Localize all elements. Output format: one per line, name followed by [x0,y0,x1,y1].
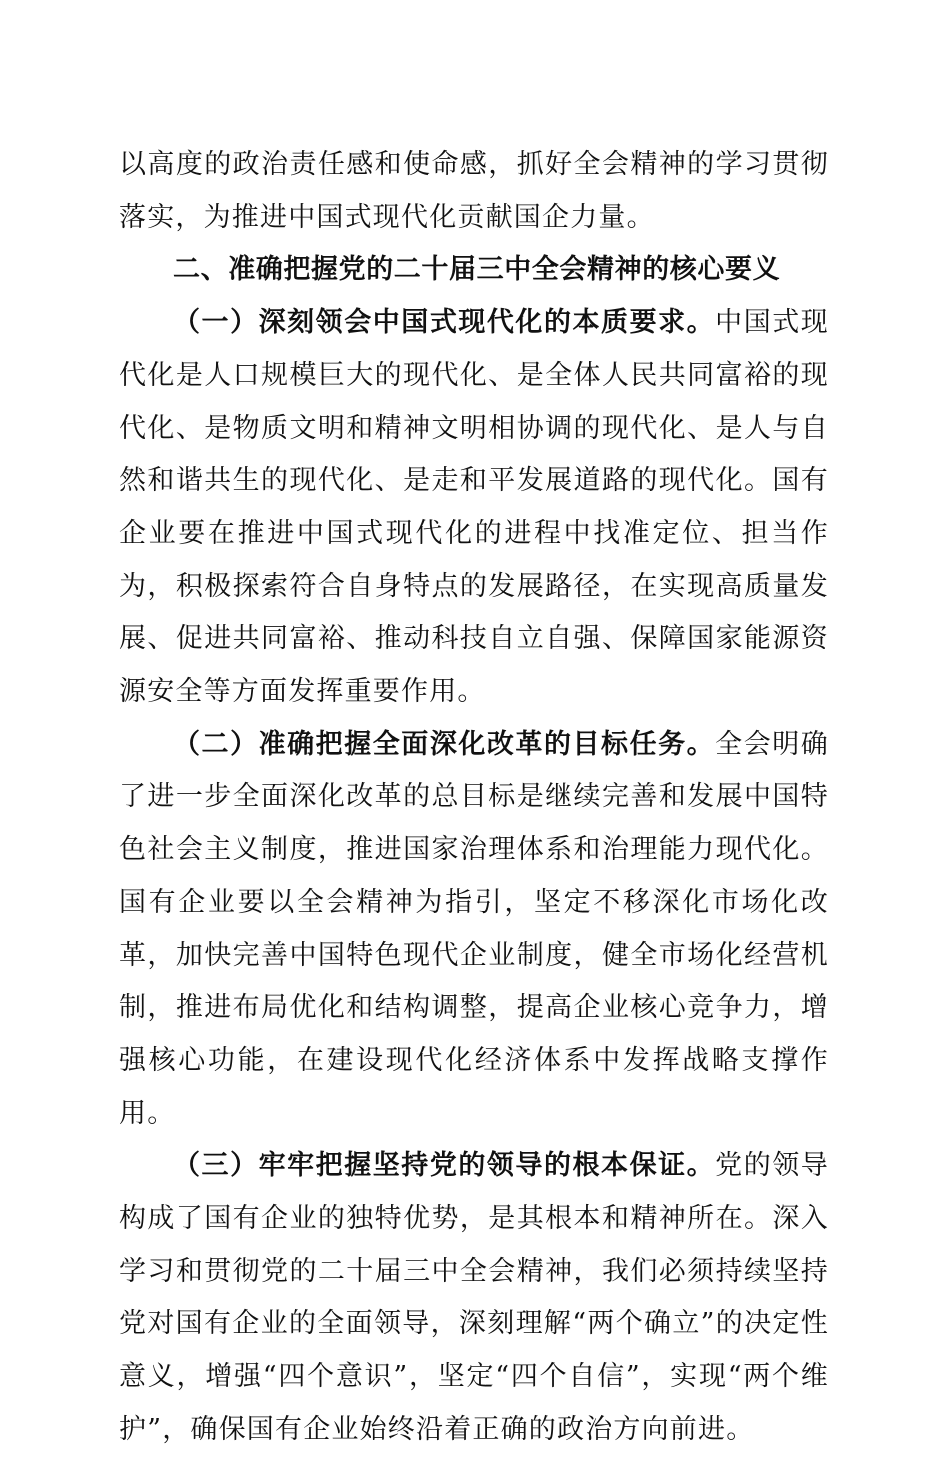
paragraph-essential-requirements [119,297,829,719]
paragraph-text: 党的领导构成了国有企业的独特优势，是其根本和精神所在。深入学习和贯彻党的二十届三中全会精神，我们必须持续坚持党对国有企业的全面领导，深刻理解“两个确立”的决定性意义，增强“四个意识”，坚定“四个自信”，实现“两个维护”，确保国有企业始终沿着正确的政治方向前进。 [119,1150,829,1445]
paragraph-party-leadership [119,1140,829,1456]
paragraph-lead: （三）牢牢把握坚持党的领导的根本保证。 [173,1150,716,1182]
section-heading [119,244,829,297]
section-heading-text: 二、准确把握党的二十届三中全会精神的核心要义 [173,254,781,286]
paragraph-lead: （一）深刻领会中国式现代化的本质要求。 [173,307,716,339]
paragraph-text: 以高度的政治责任感和使命感，抓好全会精神的学习贯彻落实，为推进中国式现代化贡献国企力量。 [119,149,829,233]
document-body [119,139,829,1457]
paragraph-text: 中国式现代化是人口规模巨大的现代化、是全体人民共同富裕的现代化、是物质文明和精神文明相协调的现代化、是人与自然和谐共生的现代化、是走和平发展道路的现代化。国有企业要在推进中国式现代化的进程中找准定位、担当作为，积极探索符合自身特点的发展路径，在实现高质量发展、促进共同富裕、推动科技自立自强、保障国家能源资源安全等方面发挥重要作用。 [119,307,829,708]
paragraph-continuation [119,139,829,244]
paragraph-text: 全会明确了进一步全面深化改革的总目标是继续完善和发展中国特色社会主义制度，推进国家治理体系和治理能力现代化。国有企业要以全会精神为指引，坚定不移深化市场化改革，加快完善中国特色现代企业制度，健全市场化经营机制，推进布局优化和结构调整，提高企业核心竞争力，增强核心功能，在建设现代化经济体系中发挥战略支撑作用。 [119,728,829,1129]
paragraph-reform-goals [119,719,829,1141]
paragraph-lead: （二）准确把握全面深化改革的目标任务。 [173,728,716,760]
